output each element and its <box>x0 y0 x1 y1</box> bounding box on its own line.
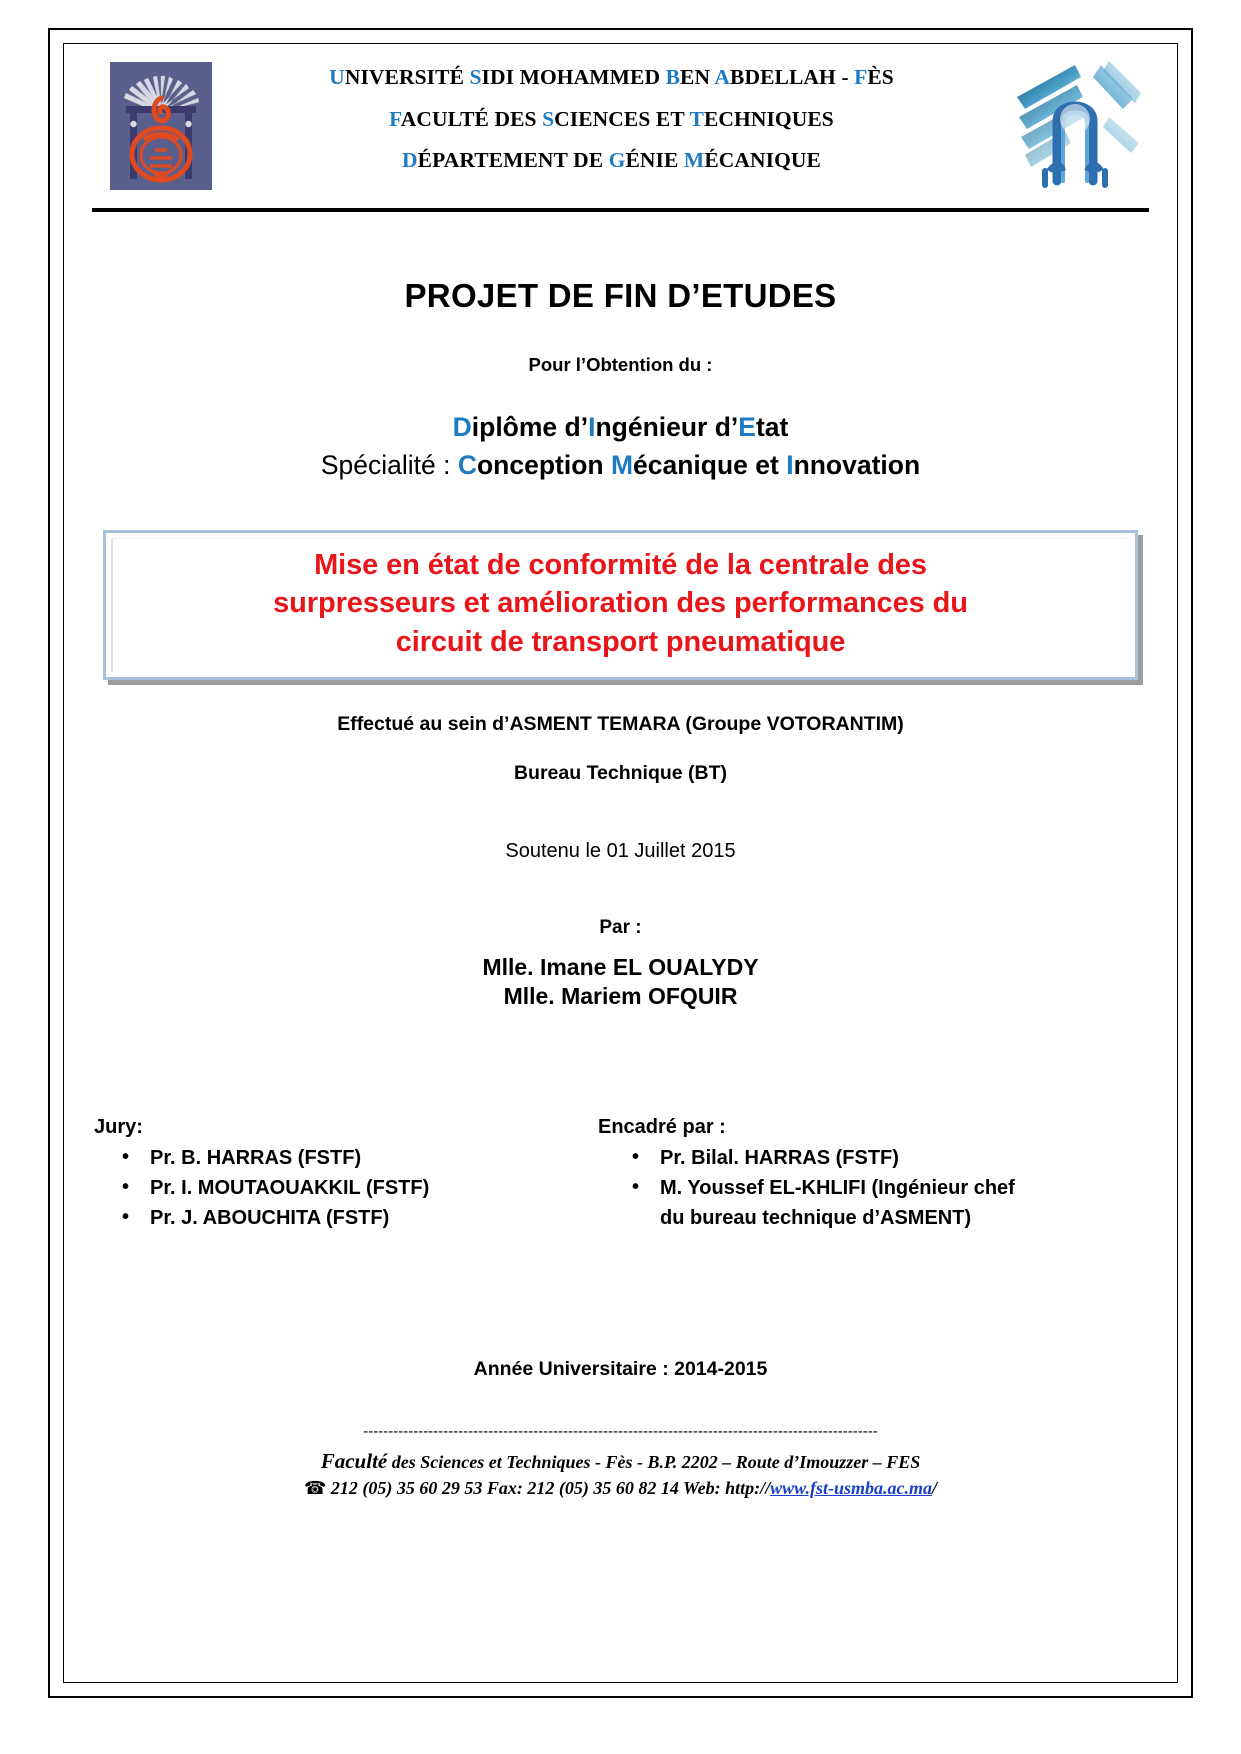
defense-date: Soutenu le 01 Juillet 2015 <box>505 839 736 862</box>
header-line-department: DÉPARTEMENT DE GÉNIE MÉCANIQUE <box>402 148 821 172</box>
header-institution-lines <box>228 67 995 172</box>
academic-year: Année Universitaire : 2014-2015 <box>473 1357 768 1380</box>
author-name-2: Mlle. Mariem OFQUIR <box>503 983 738 1010</box>
phone-icon: ☎ <box>303 1477 327 1499</box>
supervisor-2-line1: • M. Youssef EL-KHLIFI (Ingénieur chef <box>660 1177 1015 1200</box>
author-name-1: Mlle. Imane EL OUALYDY <box>482 953 759 980</box>
fst-faculty-logo <box>1005 59 1145 189</box>
specialty-prefix: Spécialité : <box>320 450 458 480</box>
project-title-line-1: Mise en état de conformité de la centrale des <box>314 549 927 581</box>
supervisor-list <box>598 1143 1068 1234</box>
specialty-line: Spécialité : Conception Mécanique et Innovation <box>320 450 921 480</box>
header-line-faculty: FACULTÉ DES SCIENCES ET TECHNIQUES <box>389 106 834 131</box>
footer-faculty-word: Faculté <box>320 1448 388 1473</box>
supervisor-1-line1: • Pr. Bilal. HARRAS (FSTF) <box>660 1146 899 1169</box>
footer-contact <box>64 1478 1177 1499</box>
jury-list <box>94 1143 574 1234</box>
supervisor-heading: Encadré par : <box>598 1115 726 1138</box>
project-title-line-2: surpresseurs et amélioration des performances du <box>273 587 968 620</box>
page-title: PROJET DE FIN D’ETUDES <box>404 277 837 314</box>
page-border-inner <box>63 43 1178 1683</box>
jury-heading: Jury: <box>94 1115 143 1138</box>
footer-address-rest: des Sciences et Techniques - Fès - B.P. 2202 – Route d’Imouzzer – FES <box>387 1451 921 1472</box>
footer-url-suffix: / <box>932 1477 938 1498</box>
project-title-box-wrapper <box>103 530 1138 680</box>
host-department-line: Bureau Technique (BT) <box>513 761 728 784</box>
footer-contact-text: 212 (05) 35 60 29 53 Fax: 212 (05) 35 60 82 14 Web: http:// <box>326 1477 771 1498</box>
jury-column <box>94 1116 574 1234</box>
project-title-line-3: circuit de transport pneumatique <box>395 625 846 658</box>
document-header <box>78 53 1163 203</box>
list-item: • Pr. J. ABOUCHITA (FSTF) <box>94 1203 574 1233</box>
project-title-box <box>103 530 1138 680</box>
people-section <box>64 1116 1177 1266</box>
diploma-line: Diplôme d’Ingénieur d’Etat <box>452 412 789 442</box>
subtitle-pour-obtention: Pour l’Obtention du : <box>528 354 713 375</box>
supervisor-2-line2: du bureau technique d’ASMENT) <box>660 1207 972 1230</box>
header-line-university: UNIVERSITÉ SIDI MOHAMMED BEN ABDELLAH - FÈS <box>329 65 894 89</box>
header-divider <box>92 208 1149 212</box>
usmba-university-logo <box>110 62 212 190</box>
list-item: • Pr. I. MOUTAOUAKKIL (FSTF) <box>94 1173 574 1203</box>
list-item <box>598 1143 1068 1173</box>
list-item <box>598 1173 1068 1234</box>
page-footer <box>64 1423 1177 1499</box>
footer-address <box>64 1449 1177 1474</box>
faculty-website-link[interactable]: www.fst-usmba.ac.ma <box>770 1477 933 1498</box>
host-company-line: Effectué au sein d’ASMENT TEMARA (Groupe VOTORANTIM) <box>337 712 904 735</box>
footer-separator: ------------------------------------------------------------------------------------------------------- <box>363 1422 878 1440</box>
list-item: • Pr. B. HARRAS (FSTF) <box>94 1143 574 1173</box>
by-label: Par : <box>599 916 642 938</box>
page-border-outer <box>48 28 1193 1698</box>
supervisor-column <box>598 1116 1068 1234</box>
